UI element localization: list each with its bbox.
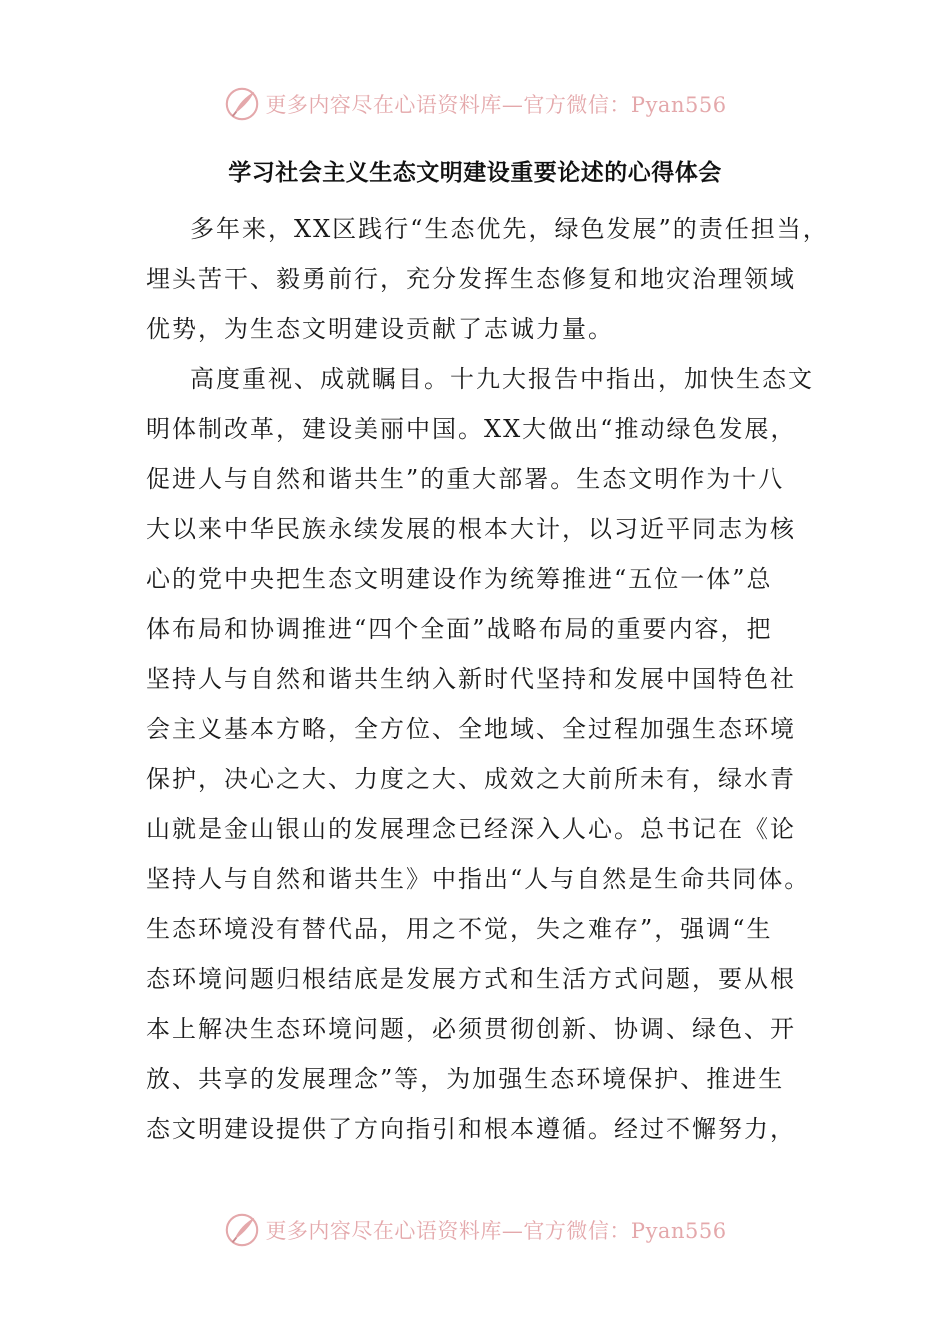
header-banner-text: 更多内容尽在心语资料库—官方微信：Pyan556 (265, 93, 727, 117)
paragraph-line: 明体制改革，建设美丽中国。XX大做出“推动绿色发展， (146, 415, 797, 443)
footer-banner-text: 更多内容尽在心语资料库—官方微信：Pyan556 (265, 1219, 727, 1243)
paragraph-line: 促进人与自然和谐共生”的重大部署。生态文明作为十八 (146, 465, 785, 493)
paragraph-line: 高度重视、成就瞩目。十九大报告中指出，加快生态文 (190, 365, 814, 393)
paragraph-line: 态环境问题归根结底是发展方式和生活方式问题，要从根 (146, 965, 796, 993)
paragraph-line: 埋头苦干、毅勇前行，充分发挥生态修复和地灾治理领域 (146, 265, 796, 293)
paragraph-line: 本上解决生态环境问题，必须贯彻创新、协调、绿色、开 (146, 1015, 796, 1043)
header-banner (0, 82, 950, 126)
paragraph-1 (146, 204, 829, 354)
paragraph-line: 优势，为生态文明建设贡献了志诚力量。 (146, 315, 614, 343)
paragraph-line: 体布局和协调推进“四个全面”战略布局的重要内容，把 (146, 615, 773, 643)
paragraph-line: 态文明建设提供了方向指引和根本遵循。经过不懈努力， (146, 1115, 796, 1143)
paragraph-line: 大以来中华民族永续发展的根本大计，以习近平同志为核 (146, 515, 796, 543)
paragraph-2 (146, 354, 826, 1154)
quill-logo-icon (223, 1211, 261, 1249)
paragraph-line: 放、共享的发展理念”等，为加强生态环境保护、推进生 (146, 1065, 785, 1093)
paragraph-line: 会主义基本方略，全方位、全地域、全过程加强生态环境 (146, 715, 796, 743)
quill-logo-icon (223, 85, 261, 123)
document-title: 学习社会主义生态文明建设重要论述的心得体会 (228, 160, 722, 186)
paragraph-line: 保护，决心之大、力度之大、成效之大前所未有，绿水青 (146, 765, 796, 793)
footer-banner (0, 1208, 950, 1252)
paragraph-line: 坚持人与自然和谐共生》中指出“人与自然是生命共同体。 (146, 865, 811, 893)
paragraph-line: 多年来，XX区践行“生态优先，绿色发展”的责任担当， (190, 215, 829, 243)
paragraph-line: 心的党中央把生态文明建设作为统筹推进“五位一体”总 (146, 565, 773, 593)
paragraph-line: 山就是金山银山的发展理念已经深入人心。总书记在《论 (146, 815, 796, 843)
paragraph-line: 坚持人与自然和谐共生纳入新时代坚持和发展中国特色社 (146, 665, 796, 693)
paragraph-line: 生态环境没有替代品，用之不觉，失之难存”，强调“生 (146, 915, 773, 943)
